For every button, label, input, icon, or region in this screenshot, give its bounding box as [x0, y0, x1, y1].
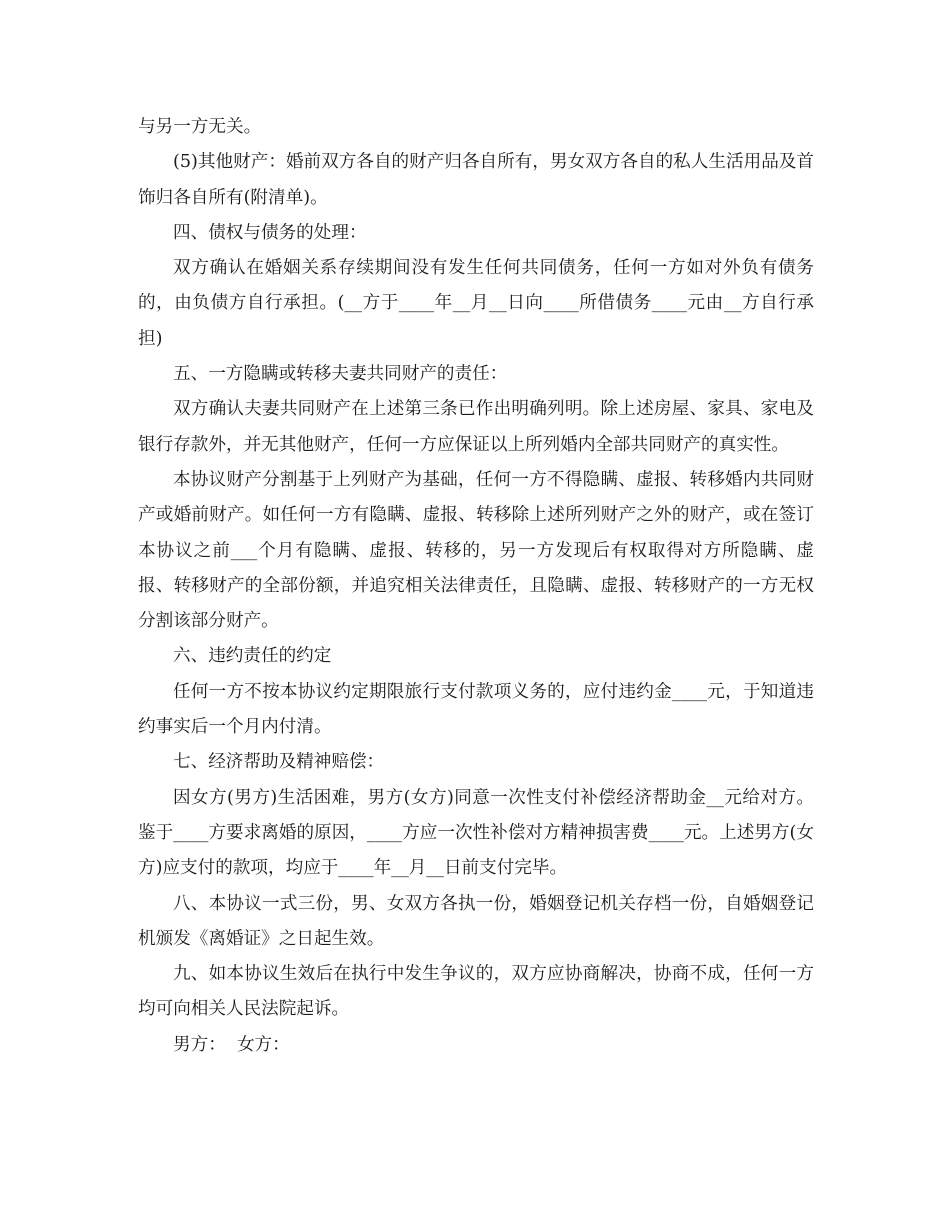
paragraph-copies: 八、本协议一式三份，男、女双方各执一份，婚姻登记机关存档一份，自婚姻登记机颁发《离婚证》之日起生效。	[138, 893, 814, 949]
heading-section-4: 四、债权与债务的处理：	[173, 222, 367, 243]
paragraph-other-property: (5)其他财产：婚前双方各自的财产归各自所有，男女双方各自的私人生活用品及首饰归各自所有(附清单)。	[138, 152, 814, 208]
paragraph-continuation: 与另一方无关。	[138, 117, 262, 137]
paragraph-property-confirmation: 双方确认夫妻共同财产在上述第三条已作出明确列明。除上述房屋、家具、家电及银行存款外，并无其他财产，任何一方应保证以上所列婚内全部共同财产的真实性。	[138, 399, 814, 455]
signature-line: 男方： 女方：	[173, 1034, 290, 1055]
paragraph-compensation: 因女方(男方)生活困难，男方(女方)同意一次性支付补偿经济帮助金__元给对方。鉴于____方要求离婚的原因，____方应一次性补偿对方精神损害费____元。上述男方(女方)应支付的款项，均应于____年__月__日前支付完毕。	[138, 787, 814, 879]
document-body	[138, 110, 814, 1063]
heading-section-7: 七、经济帮助及精神赔偿：	[173, 752, 385, 773]
paragraph-breach: 任何一方不按本协议约定期限旅行支付款项义务的，应付违约金____元，于知道违约事实后一个月内付清。	[138, 681, 814, 738]
heading-section-5: 五、一方隐瞒或转移夫妻共同财产的责任：	[173, 364, 508, 385]
paragraph-disputes: 九、如本协议生效后在执行中发生争议的，双方应协商解决，协商不成，任何一方均可向相关人民法院起诉。	[138, 964, 814, 1020]
paragraph-concealment: 本协议财产分割基于上列财产为基础，任何一方不得隐瞒、虚报、转移婚内共同财产或婚前财产。如任何一方有隐瞒、虚报、转移除上述所列财产之外的财产，或在签订本协议之前___个月有隐瞒、虚报、转移的，另一方发现后有权取得对方所隐瞒、虚报、转移财产的全部份额，并追究相关法律责任，且隐瞒、虚报、转移财产的一方无权分割该部分财产。	[138, 469, 814, 632]
heading-section-6: 六、违约责任的约定	[173, 646, 332, 667]
paragraph-debts: 双方确认在婚姻关系存续期间没有发生任何共同债务，任何一方如对外负有债务的，由负债方自行承担。(__方于____年__月__日向____所借债务____元由__方自行承担)	[138, 258, 814, 349]
